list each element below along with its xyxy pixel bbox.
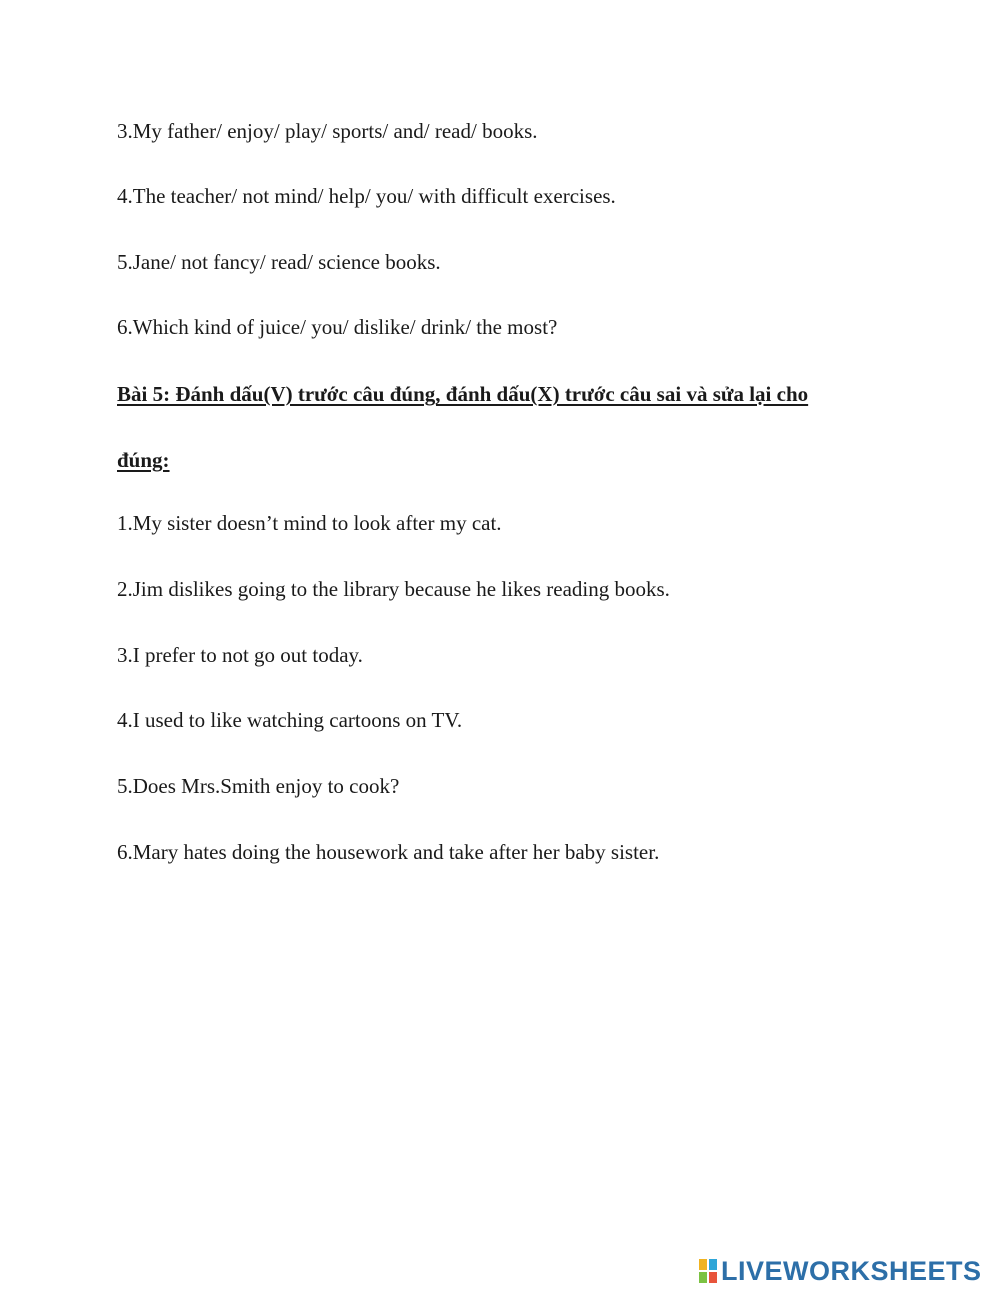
- exercise5-item-3: 3.I prefer to not go out today.: [117, 643, 363, 667]
- exercise5-item-5: 5.Does Mrs.Smith enjoy to cook?: [117, 774, 400, 798]
- logo-blocks-icon: [698, 1258, 718, 1284]
- exercise4-item-6: 6.Which kind of juice/ you/ dislike/ drink/ the most?: [117, 315, 558, 339]
- exercise5-heading: Bài 5: Đánh dấu(V) trước câu đúng, đánh dấu(X) trước câu sai và sửa lại cho: [117, 382, 809, 406]
- liveworksheets-logo: [698, 1254, 982, 1288]
- exercise5-item-4: 4.I used to like watching cartoons on TV.: [117, 708, 463, 732]
- exercise5-heading-continuation: đúng:: [117, 448, 170, 472]
- exercise4-item-4: 4.The teacher/ not mind/ help/ you/ with difficult exercises.: [117, 184, 616, 208]
- exercise4-item-5: 5.Jane/ not fancy/ read/ science books.: [117, 250, 441, 274]
- exercise5-item-2: 2.Jim dislikes going to the library because he likes reading books.: [117, 577, 670, 601]
- exercise4-item-3: 3.My father/ enjoy/ play/ sports/ and/ read/ books.: [117, 119, 538, 143]
- logo-text: LIVEWORKSHEETS: [721, 1255, 982, 1286]
- exercise5-item-6: 6.Mary hates doing the housework and take after her baby sister.: [117, 840, 660, 864]
- exercise5-item-1: 1.My sister doesn’t mind to look after my cat.: [117, 511, 502, 535]
